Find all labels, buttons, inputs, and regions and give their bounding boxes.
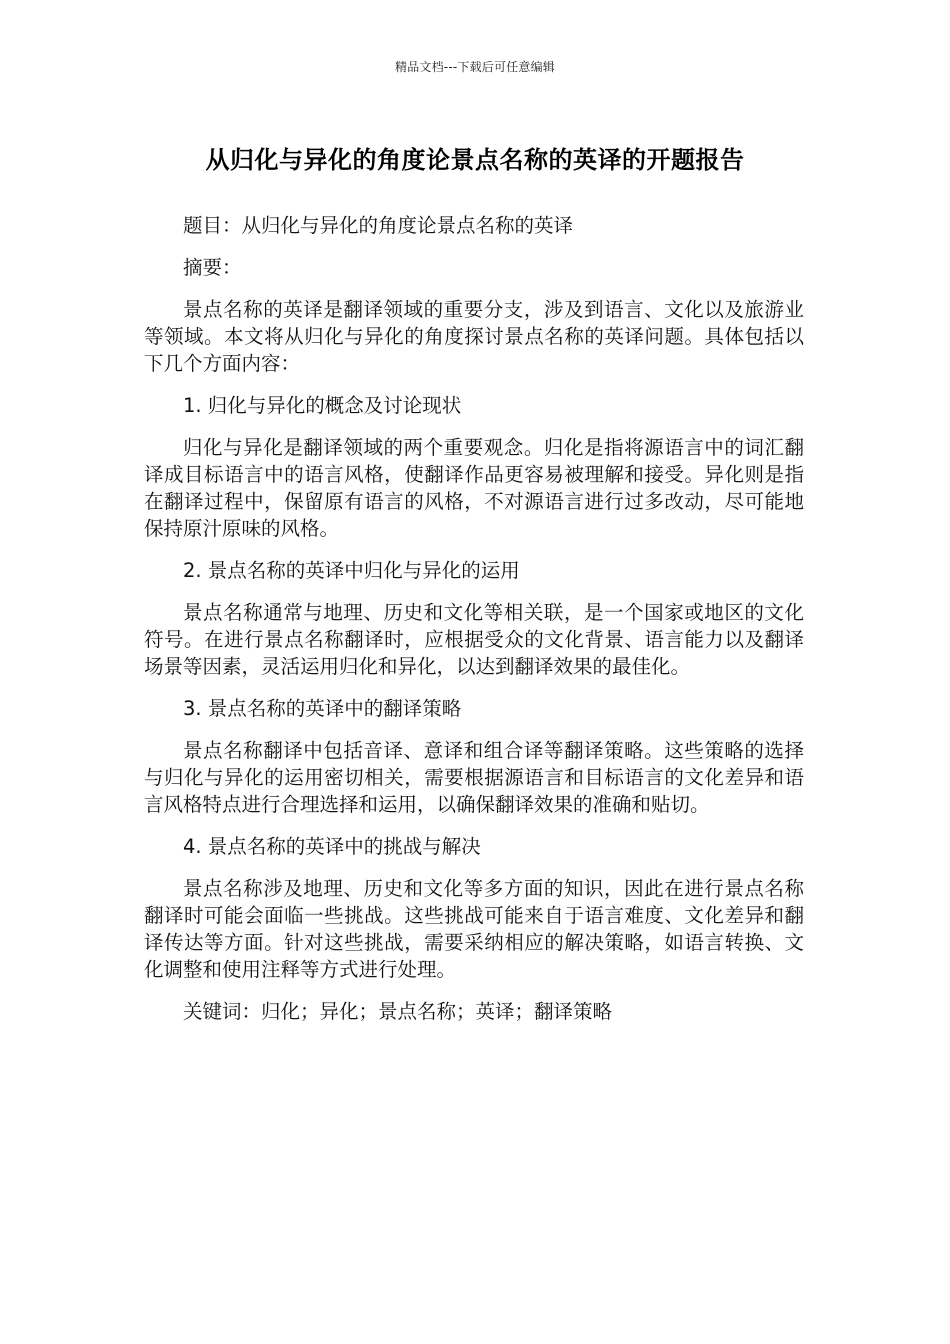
section-heading: 3. 景点名称的英译中的翻译策略: [183, 697, 462, 720]
document-body: [144, 212, 804, 1040]
section-paragraph: 景点名称涉及地理、历史和文化等多方面的知识，因此在进行景点名称翻译时可能会面临一些挑战。这些挑战可能来自于语言难度、文化差异和翻译传达等方面。针对这些挑战，需要采纳相应的解决策略，如语言转换、文化调整和使用注释等方式进行处理。: [144, 877, 804, 981]
intro-paragraph: 景点名称的英译是翻译领域的重要分支，涉及到语言、文化以及旅游业等领域。本文将从归化与异化的角度探讨景点名称的英译问题。具体包括以下几个方面内容：: [144, 298, 804, 375]
section-paragraph: 归化与异化是翻译领域的两个重要观念。归化是指将源语言中的词汇翻译成目标语言中的语言风格，使翻译作品更容易被理解和接受。异化则是指在翻译过程中，保留原有语言的风格，不对源语言进行过多改动，尽可能地保持原汁原味的风格。: [144, 436, 804, 540]
section-paragraph: 景点名称通常与地理、历史和文化等相关联，是一个国家或地区的文化符号。在进行景点名称翻译时，应根据受众的文化背景、语言能力以及翻译场景等因素，灵活运用归化和异化，以达到翻译效果的最佳化。: [144, 601, 804, 678]
section-heading: 4. 景点名称的英译中的挑战与解决: [183, 835, 481, 858]
keywords-line: 关键词：归化；异化；景点名称；英译；翻译策略: [183, 1000, 613, 1023]
section-heading: 1. 归化与异化的概念及讨论现状: [183, 394, 462, 417]
header-note: 精品文档---下载后可任意编辑: [395, 60, 555, 74]
abstract-label: 摘要：: [183, 256, 242, 279]
document-title: 从归化与异化的角度论景点名称的英译的开题报告: [205, 146, 745, 174]
section-paragraph: 景点名称翻译中包括音译、意译和组合译等翻译策略。这些策略的选择与归化与异化的运用密切相关，需要根据源语言和目标语言的文化差异和语言风格特点进行合理选择和运用，以确保翻译效果的准确和贴切。: [144, 739, 804, 816]
section-heading: 2. 景点名称的英译中归化与异化的运用: [183, 559, 520, 582]
topic-line: 题目：从归化与异化的角度论景点名称的英译: [183, 214, 574, 237]
